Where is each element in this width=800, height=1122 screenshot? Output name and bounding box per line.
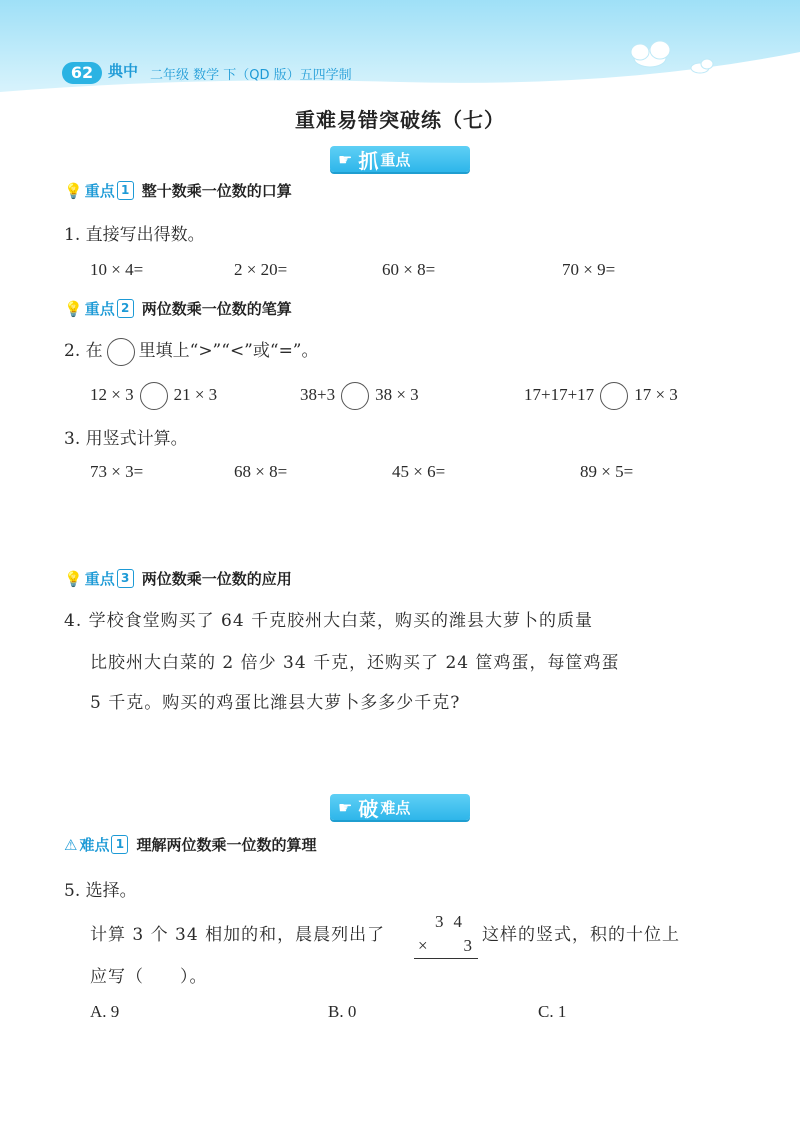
section-number: 1 [117, 181, 134, 200]
book-title: 二年级 数学 下（QD 版）五四学制 [150, 68, 352, 83]
option-a[interactable]: A. 9 [90, 1002, 120, 1021]
banner-label: 重点 [380, 150, 411, 169]
question-4-line: 比胶州大白菜的 2 倍少 34 千克，还购买了 24 筐鸡蛋，每筐鸡蛋 [90, 653, 620, 673]
section-number: 1 [111, 835, 128, 854]
answer-circle[interactable] [341, 382, 369, 410]
section-label: 重点 [84, 300, 115, 318]
question-4-line: 5 千克。购买的鸡蛋比潍县大萝卜多多少千克? [90, 693, 461, 713]
q5-text-end: 这样的竖式，积的十位上 [482, 925, 680, 945]
times-sign: × [418, 936, 428, 955]
q1-item: 10 × 4= [90, 260, 144, 279]
warning-icon: ⚠ [64, 835, 78, 854]
q3-item: 45 × 6= [392, 462, 446, 481]
q1-item: 70 × 9= [562, 260, 616, 279]
vertical-multiplication [414, 912, 480, 962]
underline [414, 958, 478, 959]
lightbulb-icon: 💡 [64, 181, 83, 200]
pointing-hand-icon: ☛ [338, 797, 353, 817]
section-label: 重点 [84, 182, 115, 200]
answer-circle[interactable] [107, 338, 135, 366]
banner-big-char: 破 [358, 796, 379, 821]
multiplier: 3 [463, 936, 472, 955]
banner-big-char: 抓 [358, 148, 379, 173]
answer-circle[interactable] [600, 382, 628, 410]
section-heading [64, 568, 292, 589]
q2-prompt-start: 2. 在 [64, 341, 103, 361]
section-heading [64, 298, 292, 319]
brand-logo: 典中 [108, 62, 139, 80]
q2-right: 38 × 3 [375, 384, 419, 404]
lightbulb-icon: 💡 [64, 569, 83, 588]
section-heading [64, 834, 316, 855]
focus-banner [330, 146, 470, 172]
q2-prompt-end: 里填上“>”“<”或“=”。 [138, 341, 319, 361]
breakthrough-banner [330, 794, 470, 820]
question-5-prompt: 5. 选择。 [64, 881, 137, 901]
section-number: 2 [117, 299, 134, 318]
q2-left: 38+3 [300, 384, 336, 404]
question-1-prompt: 1. 直接写出得数。 [64, 225, 205, 245]
section-label: 重点 [84, 570, 115, 588]
question-4-line: 4. 学校食堂购买了 64 千克胶州大白菜，购买的潍县大萝卜的质量 [64, 611, 594, 631]
option-b[interactable]: B. 0 [328, 1002, 357, 1021]
q2-item [90, 382, 217, 410]
q2-left: 17+17+17 [524, 384, 595, 404]
section-title: 理解两位数乘一位数的算理 [136, 836, 317, 854]
q2-right: 17 × 3 [634, 384, 678, 404]
question-2-prompt [64, 336, 319, 366]
section-title: 两位数乘一位数的笔算 [141, 300, 292, 318]
q2-left: 12 × 3 [90, 384, 134, 404]
q5-line-2: 应写（ ）。 [90, 967, 208, 987]
section-title: 两位数乘一位数的应用 [141, 570, 292, 588]
lightbulb-icon: 💡 [64, 299, 83, 318]
header-wave-band [0, 0, 800, 100]
section-heading [64, 180, 292, 201]
answer-circle[interactable] [140, 382, 168, 410]
q2-item [524, 382, 678, 410]
section-title: 整十数乘一位数的口算 [141, 182, 292, 200]
option-c[interactable]: C. 1 [538, 1002, 567, 1021]
pointing-hand-icon: ☛ [338, 149, 353, 169]
section-number: 3 [117, 569, 134, 588]
q2-item [300, 382, 419, 410]
multiplicand: 34 [435, 912, 472, 931]
page-number: 62 [62, 62, 102, 84]
q1-item: 60 × 8= [382, 260, 436, 279]
question-3-prompt: 3. 用竖式计算。 [64, 429, 188, 449]
q1-item: 2 × 20= [234, 260, 288, 279]
section-label: 难点 [79, 836, 110, 854]
q3-item: 73 × 3= [90, 462, 144, 481]
page-title: 重难易错突破练（七） [295, 108, 505, 132]
q5-text-start: 计算 3 个 34 相加的和，晨晨列出了 [90, 925, 386, 945]
q2-right: 21 × 3 [173, 384, 218, 404]
banner-label: 难点 [380, 798, 411, 817]
q3-item: 68 × 8= [234, 462, 288, 481]
q3-item: 89 × 5= [580, 462, 634, 481]
